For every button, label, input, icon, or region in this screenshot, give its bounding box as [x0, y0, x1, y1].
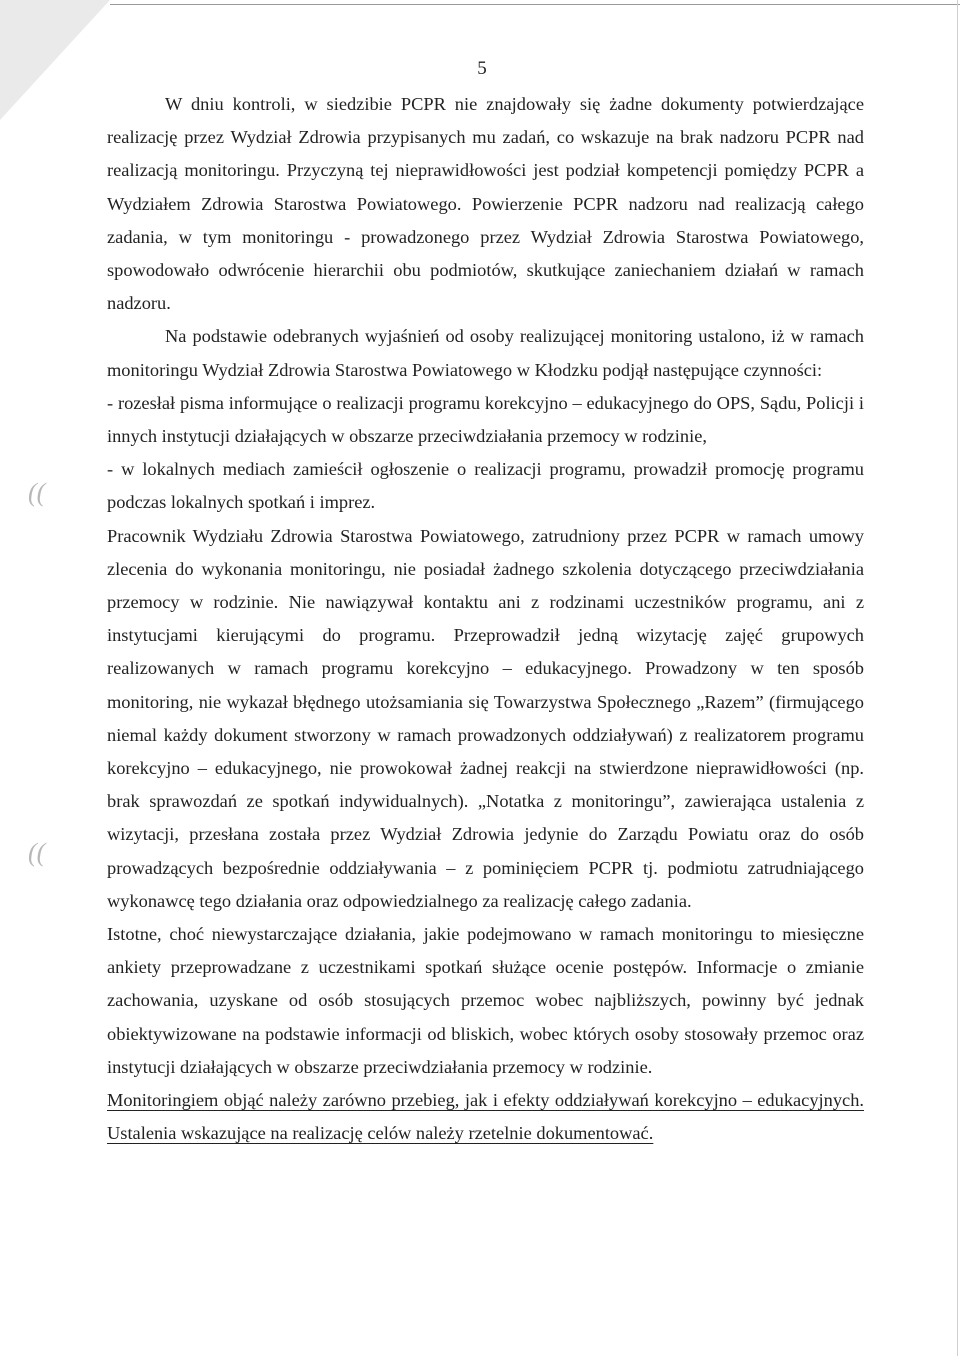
document-body	[107, 88, 864, 1151]
paragraph-actions: Istotne, choć niewystarczające działania, jakie podejmowano w ramach monitoringu to miesięczne ankiety przeprowadzane z uczestnikami spotkań służące ocenie postępów. Informacje o zmianie zachowania, uzyskane od osób stosujących przemoc wobec najbliższych, powinny być jednak obiektywizowane na podstawie informacji od bliskich, wobec których osoby stosowały przemoc oraz instytucji działających w obszarze przeciwdziałania przemocy w rodzinie.	[107, 924, 864, 1077]
scan-right-edge	[957, 0, 958, 1356]
scan-top-edge	[110, 4, 960, 5]
margin-mark: ((	[28, 478, 46, 507]
paragraph-control-findings: W dniu kontroli, w siedzibie PCPR nie znajdowały się żadne dokumenty potwierdzające realizację przez Wydział Zdrowia przypisanych mu zadań, co wskazuje na brak nadzoru PCPR nad realizacją monitoringu. Przyczyną tej nieprawidłowości jest podział kompetencji pomiędzy PCPR a Wydziałem Zdrowia Starostwa Powiatowego. Powierzenie PCPR nadzoru nad realizacją całego zadania, w tym monitoringu - prowadzonego przez Wydział Zdrowia Starostwa Powiatowego, spowodowało odwrócenie hierarchii obu podmiotów, skutkujące zaniechaniem działań w ramach nadzoru.	[107, 94, 864, 314]
list-item-letters: - rozesłał pisma informujące o realizacji programu korekcyjno – edukacyjnego do OPS, Sądu, Policji i innych instytucji działających w obszarze przeciwdziałania przemocy w rodzinie,	[107, 392, 864, 447]
list-item-media: - w lokalnych mediach zamieścił ogłoszenie o realizacji programu, prowadził promocję programu podczas lokalnych spotkań i imprez.	[107, 459, 864, 513]
scan-corner-fold	[0, 0, 110, 120]
page-number: 5	[477, 58, 487, 79]
paragraph-employee: Pracownik Wydziału Zdrowia Starostwa Powiatowego, zatrudniony przez PCPR w ramach umowy zlecenia do wykonania monitoringu, nie posiadał żadnego szkolenia dotyczącego przeciwdziałania przemocy w rodzinie. Nie nawiązywał kontaktu ani z rodzinami uczestników programu, ani z instytucjami kierującymi do programu. Przeprowadził jedną wizytację zajęć grupowych realizowanych w ramach programu korekcyjno – edukacyjnego. Prowadzony w ten sposób monitoring, nie wykazał błędnego utożsamiania się Towarzystwa Społecznego „Razem” (firmującego niemal każdy dokument stworzony w ramach prowadzonych oddziaływań) z realizatorem programu korekcyjno – edukacyjnego, nie prowokował żadnej reakcji na stwierdzone nieprawidłowości (np. brak sprawozdań ze spotkań indywidualnych). „Notatka z monitoringu”, zawierająca ustalenia z wizytacji, przesłana została przez Wydział Zdrowia jedynie do Zarządu Powiatu oraz do osób prowadzących bezpośrednie oddziaływania – z pominięciem PCPR tj. podmiotu zatrudniającego wykonawcę tego działania oraz odpowiedzialnego za realizację całego zadania.	[107, 525, 864, 911]
margin-mark: ((	[28, 838, 46, 867]
paragraph-explanations: Na podstawie odebranych wyjaśnień od osoby realizującej monitoring ustalono, iż w ramach monitoringu Wydział Zdrowia Starostwa Powiatowego w Kłodzku podjął następujące czynności:	[107, 326, 864, 380]
paragraph-conclusion: Monitoringiem objąć należy zarówno przebieg, jak i efekty oddziaływań korekcyjno – edukacyjnych. Ustalenia wskazujące na realizację celów należy rzetelnie dokumentować.	[107, 1090, 864, 1144]
